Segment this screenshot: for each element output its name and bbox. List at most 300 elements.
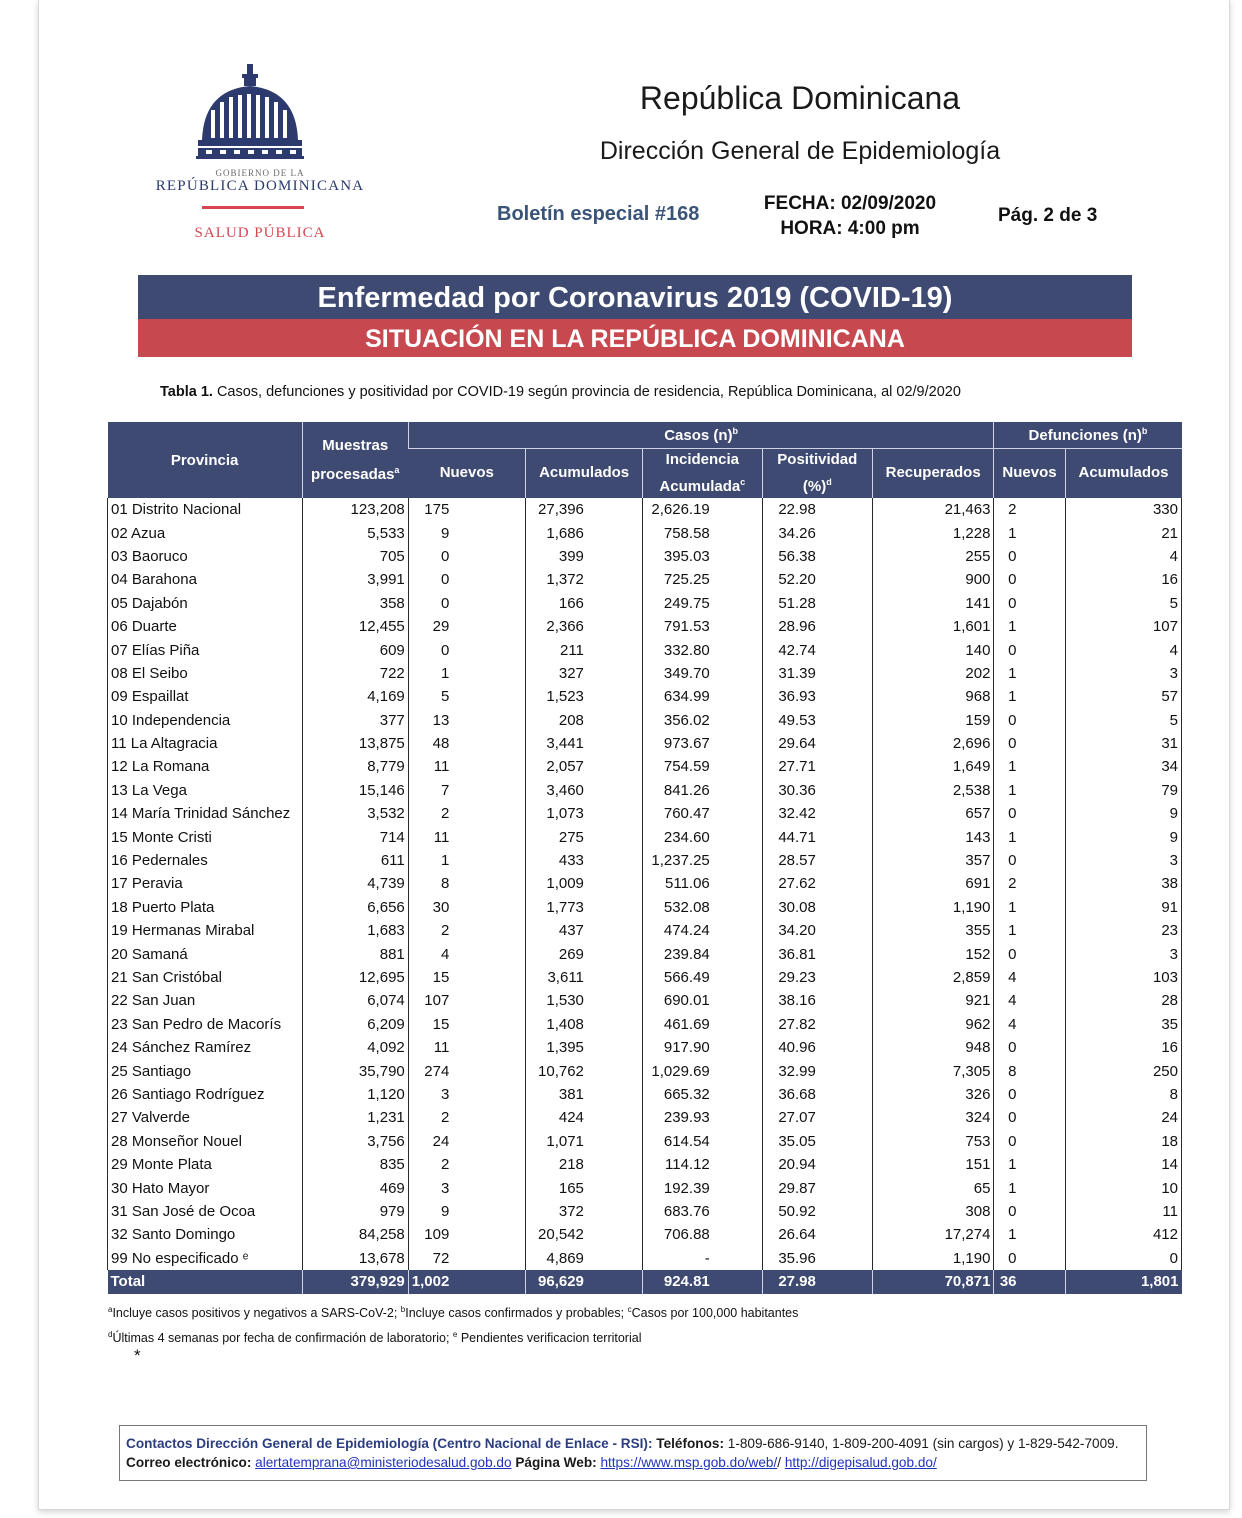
cell-positividad: 36.68 [762, 1083, 872, 1106]
web-separator: / [777, 1455, 782, 1470]
cell-positividad: 36.81 [762, 942, 872, 965]
cell-positividad: 20.94 [762, 1153, 872, 1176]
cell-provincia: 26 Santiago Rodríguez [108, 1083, 303, 1106]
cell-acumulados: 166 [526, 592, 643, 615]
cell-muestras: 6,656 [302, 896, 408, 919]
table-row [108, 942, 1182, 965]
cell-def-acumulados: 91 [1065, 896, 1181, 919]
table-row [108, 755, 1182, 778]
page-number: Pág. 2 de 3 [998, 205, 1098, 226]
cell-muestras: 377 [302, 709, 408, 732]
cell-incidencia: 634.99 [642, 685, 762, 708]
cell-def-nuevos: 0 [994, 1247, 1065, 1270]
cell-incidencia: 532.08 [642, 896, 762, 919]
table-row [108, 966, 1182, 989]
cell-incidencia: 760.47 [642, 802, 762, 825]
cell-provincia: 27 Valverde [108, 1106, 303, 1129]
cell-acumulados: 3,611 [526, 966, 643, 989]
cell-positividad: 44.71 [762, 825, 872, 848]
cell-acumulados: 1,686 [526, 521, 643, 544]
cell-positividad: 51.28 [762, 592, 872, 615]
table-row [108, 662, 1182, 685]
cell-def-acumulados: 23 [1065, 919, 1181, 942]
cell-positividad: 27.82 [762, 1013, 872, 1036]
cell-acumulados: 399 [526, 545, 643, 568]
cell-def-acumulados: 11 [1065, 1200, 1181, 1223]
cell-incidencia: 249.75 [642, 592, 762, 615]
cell-nuevos: 0 [408, 592, 526, 615]
cell-positividad: 50.92 [762, 1200, 872, 1223]
footnote-e-mark: e [452, 1330, 458, 1339]
table-row [108, 1153, 1182, 1176]
cell-def-acumulados: 10 [1065, 1176, 1181, 1199]
cell-def-acumulados: 4 [1065, 545, 1181, 568]
cell-nuevos: 0 [408, 545, 526, 568]
header-acumulados: Acumulados [526, 448, 643, 498]
cell-positividad: 36.93 [762, 685, 872, 708]
page-subtitle: Dirección General de Epidemiología [599, 137, 1001, 165]
cell-provincia: 25 Santiago [108, 1059, 303, 1082]
cell-def-acumulados: 0 [1065, 1247, 1181, 1270]
cell-positividad: 31.39 [762, 662, 872, 685]
cell-recuperados: 151 [872, 1153, 994, 1176]
table-row [108, 545, 1182, 568]
cell-acumulados: 208 [526, 709, 643, 732]
cell-nuevos: 1 [408, 662, 526, 685]
cell-def-nuevos: 2 [994, 498, 1065, 521]
cell-def-acumulados: 28 [1065, 989, 1181, 1012]
cell-incidencia: 239.93 [642, 1106, 762, 1129]
cell-recuperados: 753 [872, 1130, 994, 1153]
cell-muestras: 3,532 [302, 802, 408, 825]
cell-provincia: 16 Pedernales [108, 849, 303, 872]
footnote-d-text: Últimas 4 semanas por fecha de confirmación de laboratorio; [112, 1331, 453, 1345]
cell-acumulados: 165 [526, 1176, 643, 1199]
cell-recuperados: 255 [872, 545, 994, 568]
cell-nuevos: 30 [408, 896, 526, 919]
cell-def-nuevos: 1 [994, 896, 1065, 919]
cell-recuperados: 1,190 [872, 896, 994, 919]
cell-provincia: 20 Samaná [108, 942, 303, 965]
cell-muestras: 4,169 [302, 685, 408, 708]
total-def-nuevos: 36 [994, 1270, 1065, 1294]
cell-nuevos: 2 [408, 802, 526, 825]
cell-provincia: 23 San Pedro de Macorís [108, 1013, 303, 1036]
email-link[interactable]: alertatemprana@ministeriodesalud.gob.do [255, 1455, 512, 1470]
cell-positividad: 27.71 [762, 755, 872, 778]
cell-acumulados: 3,460 [526, 779, 643, 802]
cell-muestras: 358 [302, 592, 408, 615]
cell-incidencia: 511.06 [642, 872, 762, 895]
cell-nuevos: 11 [408, 755, 526, 778]
header-defunciones: Defunciones (n) [1028, 426, 1142, 444]
cell-recuperados: 357 [872, 849, 994, 872]
cell-positividad: 38.16 [762, 989, 872, 1012]
cell-muestras: 6,209 [302, 1013, 408, 1036]
cell-provincia: 13 La Vega [108, 779, 303, 802]
cell-acumulados: 211 [526, 638, 643, 661]
cell-def-nuevos: 0 [994, 1083, 1065, 1106]
cell-provincia: 21 San Cristóbal [108, 966, 303, 989]
cell-positividad: 42.74 [762, 638, 872, 661]
cell-def-nuevos: 0 [994, 1130, 1065, 1153]
cell-acumulados: 327 [526, 662, 643, 685]
table-row [108, 521, 1182, 544]
header-provincia: Provincia [108, 422, 303, 498]
cell-def-acumulados: 31 [1065, 732, 1181, 755]
cell-def-nuevos: 1 [994, 1176, 1065, 1199]
cell-nuevos: 48 [408, 732, 526, 755]
cell-incidencia: 973.67 [642, 732, 762, 755]
cell-incidencia: 2,626.19 [642, 498, 762, 521]
cell-def-acumulados: 18 [1065, 1130, 1181, 1153]
cell-incidencia: 356.02 [642, 709, 762, 732]
contact-box [119, 1425, 1147, 1481]
cell-nuevos: 0 [408, 568, 526, 591]
cell-incidencia: 332.80 [642, 638, 762, 661]
cell-def-acumulados: 57 [1065, 685, 1181, 708]
cell-recuperados: 324 [872, 1106, 994, 1129]
table-row [108, 1013, 1182, 1036]
cell-incidencia: 754.59 [642, 755, 762, 778]
cell-provincia: 15 Monte Cristi [108, 825, 303, 848]
cell-incidencia: 917.90 [642, 1036, 762, 1059]
table-row [108, 615, 1182, 638]
cell-muestras: 4,092 [302, 1036, 408, 1059]
table-row [108, 568, 1182, 591]
cell-positividad: 34.26 [762, 521, 872, 544]
cell-def-acumulados: 9 [1065, 825, 1181, 848]
cell-recuperados: 2,538 [872, 779, 994, 802]
table-row [108, 685, 1182, 708]
footnote-b-mark: b [400, 1305, 406, 1314]
table-row [108, 1223, 1182, 1246]
cell-provincia: 08 El Seibo [108, 662, 303, 685]
header-muestras-sup: a [394, 464, 400, 475]
cell-acumulados: 218 [526, 1153, 643, 1176]
cell-def-nuevos: 0 [994, 1200, 1065, 1223]
cell-muestras: 12,455 [302, 615, 408, 638]
cell-def-nuevos: 1 [994, 685, 1065, 708]
cell-muestras: 3,991 [302, 568, 408, 591]
cell-recuperados: 141 [872, 592, 994, 615]
cell-recuperados: 21,463 [872, 498, 994, 521]
cell-positividad: 29.64 [762, 732, 872, 755]
cell-incidencia: 474.24 [642, 919, 762, 942]
cell-nuevos: 107 [408, 989, 526, 1012]
cell-nuevos: 15 [408, 1013, 526, 1036]
cell-acumulados: 381 [526, 1083, 643, 1106]
cell-incidencia: 706.88 [642, 1223, 762, 1246]
footnote-line-2 [108, 1324, 798, 1349]
cell-positividad: 32.99 [762, 1059, 872, 1082]
cell-provincia: 10 Independencia [108, 709, 303, 732]
cell-acumulados: 372 [526, 1200, 643, 1223]
cell-provincia: 18 Puerto Plata [108, 896, 303, 919]
cell-nuevos: 3 [408, 1083, 526, 1106]
logo-divider [202, 206, 304, 209]
cell-def-nuevos: 2 [994, 872, 1065, 895]
cell-provincia: 04 Barahona [108, 568, 303, 591]
footnote-e-text: Pendientes verificacion territorial [457, 1331, 642, 1345]
cell-positividad: 28.57 [762, 849, 872, 872]
total-row [108, 1270, 1182, 1294]
cell-positividad: 27.62 [762, 872, 872, 895]
cell-def-acumulados: 5 [1065, 592, 1181, 615]
cell-acumulados: 433 [526, 849, 643, 872]
table-footnotes [108, 1299, 798, 1349]
header-positividad-sup: d [826, 476, 832, 487]
table-row [108, 896, 1182, 919]
header-muestras-line2: procesadas [311, 465, 395, 483]
cell-def-nuevos: 1 [994, 1223, 1065, 1246]
cell-positividad: 28.96 [762, 615, 872, 638]
cell-acumulados: 269 [526, 942, 643, 965]
cell-muestras: 15,146 [302, 779, 408, 802]
cell-def-nuevos: 0 [994, 1106, 1065, 1129]
cell-recuperados: 159 [872, 709, 994, 732]
table-row [108, 1059, 1182, 1082]
cell-def-acumulados: 250 [1065, 1059, 1181, 1082]
date-label: FECHA: 02/09/2020 [763, 193, 937, 214]
footnote-a-mark: a [108, 1305, 113, 1314]
dome-building-icon [140, 60, 380, 168]
cell-nuevos: 8 [408, 872, 526, 895]
web-link-msp[interactable]: https://www.msp.gob.do/web/ [600, 1455, 778, 1470]
cell-recuperados: 143 [872, 825, 994, 848]
footnote-c-text: Casos por 100,000 habitantes [631, 1306, 799, 1320]
header-muestras [302, 422, 408, 498]
cell-incidencia: 690.01 [642, 989, 762, 1012]
footnote-d-mark: d [108, 1330, 113, 1339]
cell-def-acumulados: 38 [1065, 872, 1181, 895]
cell-def-nuevos: 0 [994, 545, 1065, 568]
cell-def-nuevos: 0 [994, 849, 1065, 872]
footnote-b-text: Incluye casos confirmados y probables; [405, 1306, 628, 1320]
cell-recuperados: 355 [872, 919, 994, 942]
cell-acumulados: 1,523 [526, 685, 643, 708]
logo-gov-text: GOBIERNO DE LA [215, 168, 305, 178]
cell-incidencia: 1,029.69 [642, 1059, 762, 1082]
cell-acumulados: 10,762 [526, 1059, 643, 1082]
cell-incidencia: 349.70 [642, 662, 762, 685]
cell-acumulados: 1,372 [526, 568, 643, 591]
total-nuevos: 1,002 [408, 1270, 526, 1294]
time-label: HORA: 4:00 pm [780, 218, 920, 239]
cell-nuevos: 0 [408, 638, 526, 661]
table-row [108, 1106, 1182, 1129]
cell-recuperados: 691 [872, 872, 994, 895]
cell-nuevos: 15 [408, 966, 526, 989]
page-title: República Dominicana [639, 80, 961, 116]
cell-acumulados: 1,071 [526, 1130, 643, 1153]
header-def-acumulados: Acumulados [1065, 448, 1181, 498]
cell-acumulados: 437 [526, 919, 643, 942]
cell-acumulados: 424 [526, 1106, 643, 1129]
header-incidencia [642, 448, 762, 498]
cell-muestras: 979 [302, 1200, 408, 1223]
cell-def-nuevos: 1 [994, 615, 1065, 638]
logo-republic-text: REPÚBLICA DOMINICANA [155, 178, 365, 194]
cell-provincia: 32 Santo Domingo [108, 1223, 303, 1246]
cell-acumulados: 2,366 [526, 615, 643, 638]
cell-positividad: 30.08 [762, 896, 872, 919]
cell-nuevos: 24 [408, 1130, 526, 1153]
cell-incidencia: 239.84 [642, 942, 762, 965]
cell-nuevos: 175 [408, 498, 526, 521]
footnote-a-text: Incluye casos positivos y negativos a SARS-CoV-2; [112, 1306, 401, 1320]
total-muestras: 379,929 [302, 1270, 408, 1294]
cell-provincia: 31 San José de Ocoa [108, 1200, 303, 1223]
cell-positividad: 26.64 [762, 1223, 872, 1246]
cell-muestras: 1,683 [302, 919, 408, 942]
cell-provincia: 28 Monseñor Nouel [108, 1130, 303, 1153]
cell-recuperados: 2,696 [872, 732, 994, 755]
cell-recuperados: 308 [872, 1200, 994, 1223]
header-incidencia-sup: c [740, 476, 746, 487]
cell-positividad: 29.87 [762, 1176, 872, 1199]
cell-muestras: 1,120 [302, 1083, 408, 1106]
cell-def-nuevos: 0 [994, 709, 1065, 732]
cell-nuevos: 274 [408, 1059, 526, 1082]
cell-positividad: 52.20 [762, 568, 872, 591]
cell-acumulados: 1,530 [526, 989, 643, 1012]
cell-def-nuevos: 4 [994, 989, 1065, 1012]
cell-provincia: 14 María Trinidad Sánchez [108, 802, 303, 825]
cell-nuevos: 2 [408, 1153, 526, 1176]
cell-provincia: 19 Hermanas Mirabal [108, 919, 303, 942]
cell-recuperados: 1,601 [872, 615, 994, 638]
cell-recuperados: 2,859 [872, 966, 994, 989]
cell-def-acumulados: 35 [1065, 1013, 1181, 1036]
cell-muestras: 13,875 [302, 732, 408, 755]
header-defunciones-group [994, 422, 1182, 448]
table-body [108, 498, 1182, 1270]
cell-positividad: 34.20 [762, 919, 872, 942]
cell-nuevos: 2 [408, 1106, 526, 1129]
cell-provincia: 02 Azua [108, 521, 303, 544]
cell-def-nuevos: 0 [994, 732, 1065, 755]
bulletin-number: Boletín especial #168 [497, 203, 700, 225]
cell-acumulados: 1,773 [526, 896, 643, 919]
table-row [108, 849, 1182, 872]
cell-def-nuevos: 4 [994, 966, 1065, 989]
cell-def-nuevos: 8 [994, 1059, 1065, 1082]
cell-nuevos: 3 [408, 1176, 526, 1199]
phone-text: 1-809-686-9140, 1-809-200-4091 (sin cargos) y 1-829-542-7009. [724, 1436, 1119, 1451]
cell-muestras: 5,533 [302, 521, 408, 544]
cell-provincia: 09 Espaillat [108, 685, 303, 708]
cell-muestras: 123,208 [302, 498, 408, 521]
cell-def-nuevos: 0 [994, 942, 1065, 965]
cell-positividad: 30.36 [762, 779, 872, 802]
cell-muestras: 6,074 [302, 989, 408, 1012]
total-recuperados: 70,871 [872, 1270, 994, 1294]
banner-subtitle: SITUACIÓN EN LA REPÚBLICA DOMINICANA [138, 319, 1132, 357]
cell-acumulados: 275 [526, 825, 643, 848]
cell-def-nuevos: 0 [994, 592, 1065, 615]
cell-recuperados: 962 [872, 1013, 994, 1036]
table-row [108, 802, 1182, 825]
logo-salud-text: SALUD PÚBLICA [194, 225, 326, 241]
caption-label: Tabla 1. [160, 384, 213, 400]
cell-def-acumulados: 330 [1065, 498, 1181, 521]
cell-incidencia: 1,237.25 [642, 849, 762, 872]
cell-def-acumulados: 24 [1065, 1106, 1181, 1129]
cell-muestras: 1,231 [302, 1106, 408, 1129]
table-caption [160, 384, 961, 400]
cell-incidencia: 234.60 [642, 825, 762, 848]
cell-nuevos: 72 [408, 1247, 526, 1270]
cell-positividad: 22.98 [762, 498, 872, 521]
cell-nuevos: 5 [408, 685, 526, 708]
cell-muestras: 35,790 [302, 1059, 408, 1082]
cell-muestras: 469 [302, 1176, 408, 1199]
cell-incidencia: 758.58 [642, 521, 762, 544]
footnote-c-mark: c [627, 1305, 632, 1314]
cell-provincia: 05 Dajabón [108, 592, 303, 615]
cell-def-nuevos: 1 [994, 825, 1065, 848]
cell-def-acumulados: 3 [1065, 942, 1181, 965]
cell-def-acumulados: 16 [1065, 568, 1181, 591]
cell-muestras: 705 [302, 545, 408, 568]
cell-recuperados: 968 [872, 685, 994, 708]
cell-def-acumulados: 21 [1065, 521, 1181, 544]
cell-muestras: 881 [302, 942, 408, 965]
total-def-acumulados: 1,801 [1065, 1270, 1181, 1294]
header-casos: Casos (n) [664, 426, 733, 444]
cell-nuevos: 9 [408, 521, 526, 544]
cell-def-acumulados: 34 [1065, 755, 1181, 778]
cell-incidencia: 114.12 [642, 1153, 762, 1176]
cell-recuperados: 657 [872, 802, 994, 825]
cell-incidencia: 725.25 [642, 568, 762, 591]
cell-acumulados: 1,073 [526, 802, 643, 825]
cell-def-acumulados: 4 [1065, 638, 1181, 661]
cell-muestras: 8,779 [302, 755, 408, 778]
cell-recuperados: 948 [872, 1036, 994, 1059]
cell-provincia: 01 Distrito Nacional [108, 498, 303, 521]
cell-muestras: 714 [302, 825, 408, 848]
cell-recuperados: 1,649 [872, 755, 994, 778]
cell-nuevos: 13 [408, 709, 526, 732]
cell-positividad: 40.96 [762, 1036, 872, 1059]
web-link-digepisalud[interactable]: http://digepisalud.gob.do/ [784, 1455, 937, 1470]
total-positividad: 27.98 [762, 1270, 872, 1294]
date-time-block [740, 191, 960, 241]
cell-def-acumulados: 3 [1065, 849, 1181, 872]
covid-province-table [107, 422, 1182, 1294]
cell-nuevos: 2 [408, 919, 526, 942]
cell-provincia: 30 Hato Mayor [108, 1176, 303, 1199]
cell-recuperados: 152 [872, 942, 994, 965]
cell-recuperados: 921 [872, 989, 994, 1012]
cell-provincia: 12 La Romana [108, 755, 303, 778]
cell-incidencia: 192.39 [642, 1176, 762, 1199]
cell-acumulados: 1,408 [526, 1013, 643, 1036]
header-recuperados: Recuperados [872, 448, 994, 498]
cell-nuevos: 1 [408, 849, 526, 872]
cell-def-nuevos: 0 [994, 638, 1065, 661]
cell-recuperados: 326 [872, 1083, 994, 1106]
cell-def-nuevos: 1 [994, 521, 1065, 544]
cell-provincia: 17 Peravia [108, 872, 303, 895]
cell-nuevos: 7 [408, 779, 526, 802]
email-label: Correo electrónico: [126, 1455, 252, 1470]
contact-label: Contactos Dirección General de Epidemiología (Centro Nacional de Enlace - RSI): [126, 1436, 653, 1451]
cell-def-nuevos: 0 [994, 802, 1065, 825]
cell-def-acumulados: 3 [1065, 662, 1181, 685]
